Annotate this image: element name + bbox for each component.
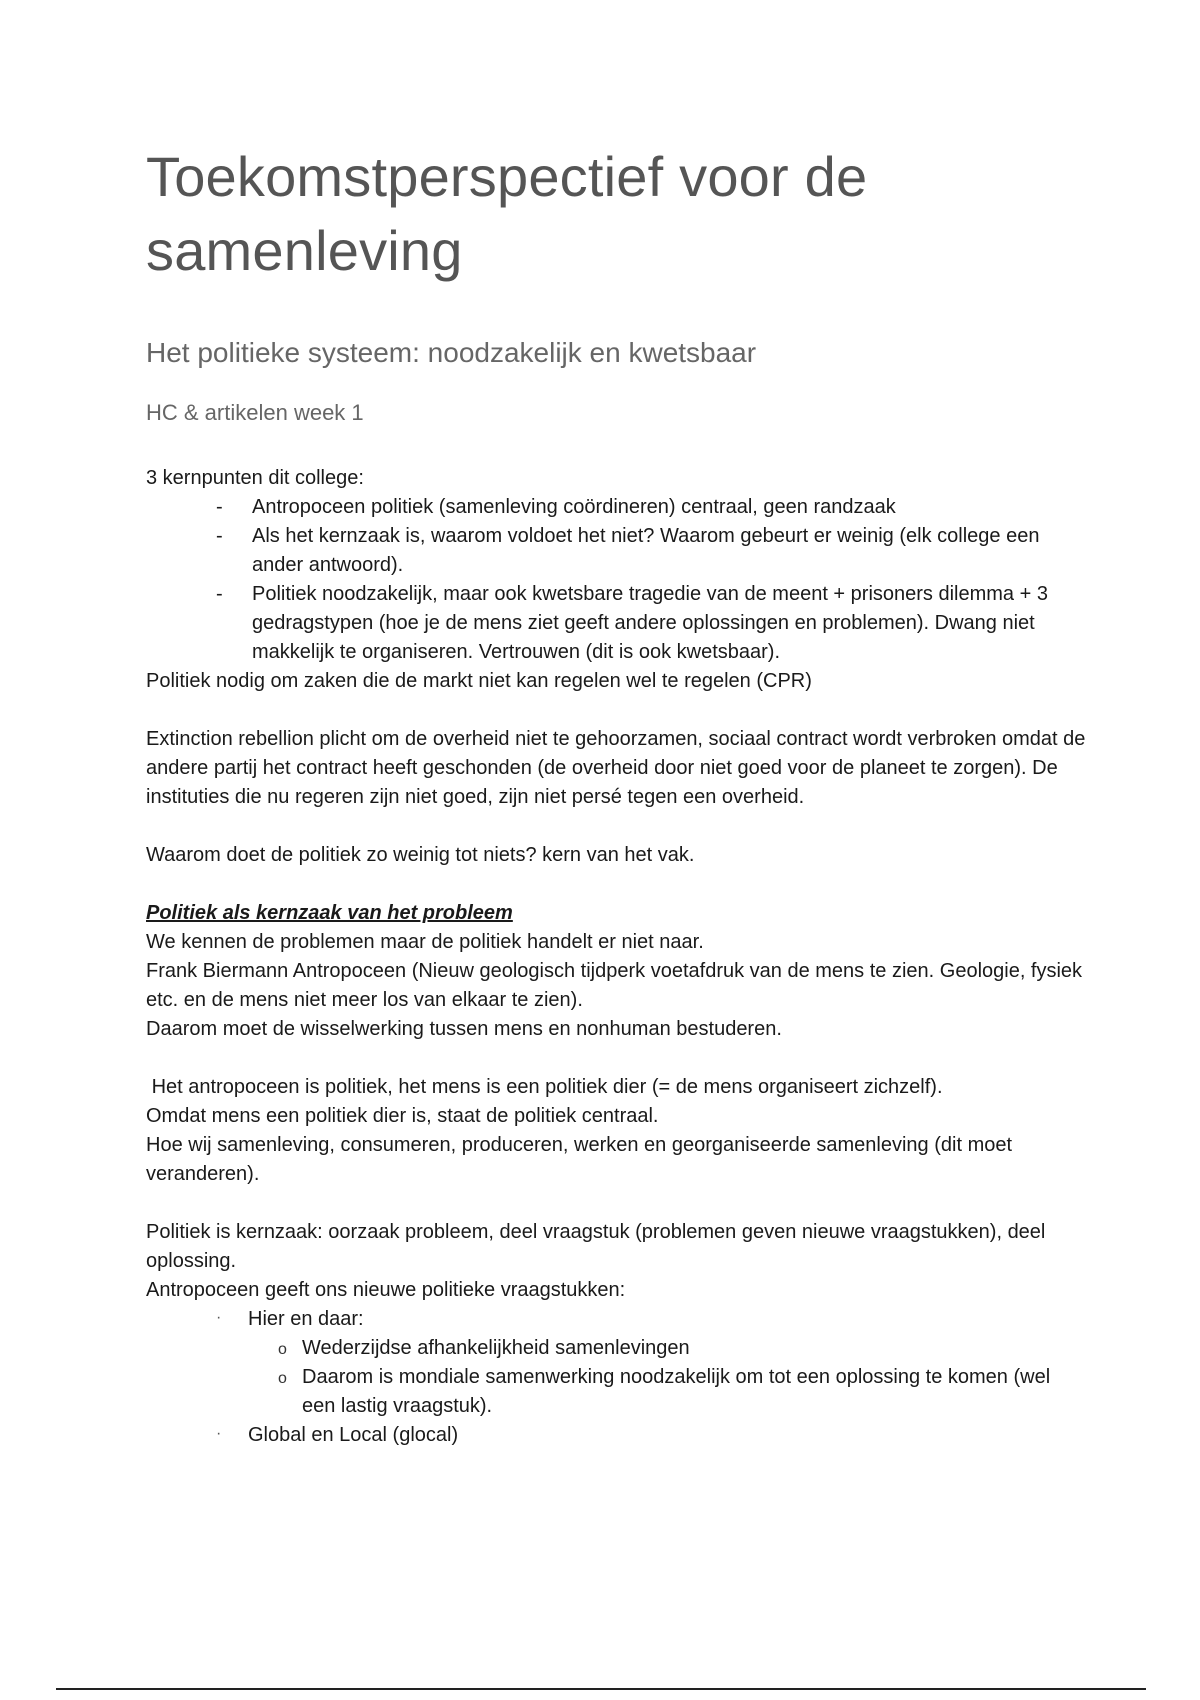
- hc-label: HC & artikelen week 1: [146, 400, 364, 425]
- section-heading: Politiek als kernzaak van het probleem: [146, 902, 513, 924]
- paragraph-line: We kennen de problemen maar de politiek handelt er niet naar.: [146, 931, 704, 953]
- bullet-dot-icon: ·: [216, 1309, 222, 1326]
- paragraph-line: Antropoceen geeft ons nieuwe politieke vraagstukken:: [146, 1279, 626, 1301]
- paragraph-line: Daarom moet de wisselwerking tussen mens en nonhuman bestuderen.: [146, 1018, 782, 1040]
- paragraph-line: Politiek is kernzaak: oorzaak probleem, deel vraagstuk (problemen geven nieuwe vraagstukken), deel oplossing.: [146, 1221, 1046, 1272]
- document-subtitle: Het politieke systeem: noodzakelijk en kwetsbaar: [146, 337, 757, 368]
- waarom-paragraph: Waarom doet de politiek zo weinig tot niets? kern van het vak.: [146, 844, 695, 866]
- list-item: - Politiek noodzakelijk, maar ook kwetsbare tragedie van de meent + prisoners dilemma + 3 gedragstypen (hoe je de mens ziet geeft andere oplossingen en problemen). Dwang niet makkelijk te organiseren. Vertrouwen (dit is ook kwetsbaar).: [216, 580, 1086, 667]
- cpr-paragraph: Politiek nodig om zaken die de markt niet kan regelen wel te regelen (CPR): [146, 670, 812, 692]
- document-title: [146, 140, 1086, 288]
- section-kernpunten: [146, 464, 1086, 1450]
- list-item-label: Global en Local (glocal): [248, 1424, 459, 1446]
- paragraph-line: Omdat mens een politiek dier is, staat de politiek centraal.: [146, 1105, 659, 1127]
- list-item: - Antropoceen politiek (samenleving coördineren) centraal, geen randzaak: [216, 493, 1086, 522]
- sub-list: [248, 1334, 1086, 1421]
- title-line-2: samenleving: [146, 219, 463, 282]
- list-item-label: Hier en daar:: [248, 1308, 364, 1330]
- document-page: [146, 140, 1086, 1450]
- sub-list-item: [278, 1363, 1086, 1421]
- kernpunten-list: [146, 493, 1086, 667]
- page-footer-divider: [56, 1688, 1146, 1690]
- kernpunten-intro: 3 kernpunten dit college:: [146, 467, 364, 489]
- list-item: [216, 1305, 1086, 1421]
- sub-list-item-text: Daarom is mondiale samenwerking noodzakelijk om tot een oplossing te komen (wel een lastig vraagstuk).: [302, 1366, 1051, 1417]
- sub-list-item-text: Wederzijdse afhankelijkheid samenlevingen: [302, 1337, 690, 1359]
- bullet-circle-icon: o: [278, 1370, 287, 1387]
- paragraph-line: Het antropoceen is politiek, het mens is een politiek dier (= de mens organiseert zichzelf).: [146, 1076, 943, 1098]
- paragraph-line: Hoe wij samenleving, consumeren, produceren, werken en georganiseerde samenleving (dit moet veranderen).: [146, 1134, 1013, 1185]
- vraagstukken-list: [146, 1305, 1086, 1450]
- extinction-paragraph: Extinction rebellion plicht om de overheid niet te gehoorzamen, sociaal contract wordt verbroken omdat de andere partij het contract heeft geschonden (de overheid door niet goed voor de planeet te zorgen). De instituties die nu regeren zijn niet goed, zijn niet persé tegen een overheid.: [146, 728, 1086, 808]
- bullet-circle-icon: o: [278, 1341, 287, 1358]
- list-item: - Als het kernzaak is, waarom voldoet het niet? Waarom gebeurt er weinig (elk college een ander antwoord).: [216, 522, 1086, 580]
- sub-list-item: [278, 1334, 1086, 1363]
- paragraph-line: Frank Biermann Antropoceen (Nieuw geologisch tijdperk voetafdruk van de mens te zien. Geologie, fysiek etc. en de mens niet meer los van elkaar te zien).: [146, 960, 1083, 1011]
- list-item: [216, 1421, 1086, 1450]
- bullet-dot-icon: ·: [216, 1425, 222, 1442]
- title-line-1: Toekomstperspectief voor de: [146, 145, 868, 208]
